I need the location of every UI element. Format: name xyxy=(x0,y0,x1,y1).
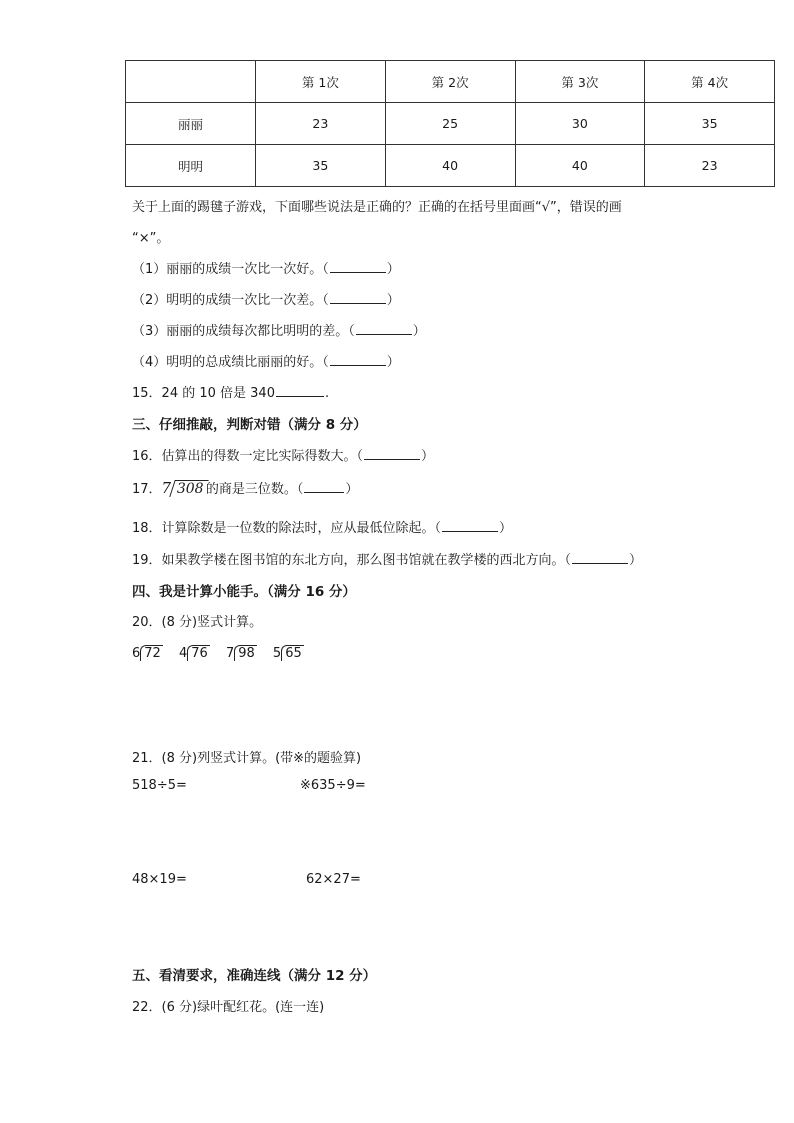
statement-3 xyxy=(132,320,426,339)
q17-text: 的商是三位数。（ xyxy=(205,482,304,497)
q18-text: 18．计算除数是一位数的除法时，应从最低位除起。（ xyxy=(132,521,442,536)
answer-blank[interactable] xyxy=(572,551,628,564)
statement-close: ） xyxy=(386,355,400,370)
q17-close: ） xyxy=(345,482,359,497)
table-cell: 23 xyxy=(645,145,775,187)
question-intro-line1: 关于上面的踢毽子游戏，下面哪些说法是正确的？正确的在括号里面画“√”，错误的画 xyxy=(132,200,622,215)
statement-1 xyxy=(132,258,400,277)
long-division-dividend: 98 xyxy=(234,645,257,661)
answer-blank[interactable] xyxy=(330,353,386,366)
answer-blank[interactable] xyxy=(304,480,344,493)
long-division-4 xyxy=(273,645,304,661)
q16-text: 16．估算出的得数一定比实际得数大。（ xyxy=(132,449,364,464)
question-20-title: 20．(8 分)竖式计算。 xyxy=(132,615,263,630)
answer-blank[interactable] xyxy=(356,322,412,335)
table-header-cell xyxy=(126,61,256,103)
long-division-divisor: 7 xyxy=(225,646,235,661)
table-cell: 25 xyxy=(385,103,515,145)
long-division-dividend: 65 xyxy=(281,645,304,661)
statement-4 xyxy=(132,351,400,370)
long-division-dividend: 76 xyxy=(187,645,210,661)
table-cell: 23 xyxy=(256,103,386,145)
calc-problem-c: 48×19= xyxy=(132,872,187,887)
long-division-divisor: 4 xyxy=(178,646,188,661)
q16-close: ） xyxy=(421,449,435,464)
table-cell: 35 xyxy=(645,103,775,145)
q17-number: 17． xyxy=(132,482,162,497)
q17-dividend: 308 xyxy=(176,481,204,497)
answer-blank[interactable] xyxy=(442,519,498,532)
answer-blank[interactable] xyxy=(330,260,386,273)
table-header-cell: 第 1次 xyxy=(256,61,386,103)
question-intro-line2: “×”。 xyxy=(132,231,170,246)
question-22-title: 22．(6 分)绿叶配红花。(连一连) xyxy=(132,1000,325,1015)
long-division-dividend: 72 xyxy=(140,645,163,661)
q15-text: 15．24 的 10 倍是 340 xyxy=(132,386,275,401)
table-cell: 40 xyxy=(385,145,515,187)
long-division-row xyxy=(132,645,316,661)
statement-text: （2）明明的成绩一次比一次差。（ xyxy=(132,293,329,308)
q17-dividend-box xyxy=(169,480,208,497)
long-division-3 xyxy=(226,645,257,661)
statement-text: （4）明明的总成绩比丽丽的好。（ xyxy=(132,355,329,370)
statement-2 xyxy=(132,289,400,308)
section-4-heading: 四、我是计算小能手。（满分 16 分） xyxy=(132,584,356,600)
q19-text: 19．如果教学楼在图书馆的东北方向，那么图书馆就在教学楼的西北方向。（ xyxy=(132,553,572,568)
statement-text: （3）丽丽的成绩每次都比明明的差。（ xyxy=(132,324,355,339)
table-row xyxy=(126,103,775,145)
table-cell: 35 xyxy=(256,145,386,187)
table-cell: 40 xyxy=(515,145,645,187)
score-table xyxy=(125,60,775,187)
answer-blank[interactable] xyxy=(364,447,420,460)
calc-problem-b: ※635÷9= xyxy=(300,778,366,793)
question-21-title: 21．(8 分)列竖式计算。(带※的题验算) xyxy=(132,751,362,766)
question-15 xyxy=(132,382,329,401)
statement-close: ） xyxy=(412,324,426,339)
statement-text: （1）丽丽的成绩一次比一次好。（ xyxy=(132,262,329,277)
table-row-name: 丽丽 xyxy=(126,103,256,145)
calc-problem-d: 62×27= xyxy=(306,872,361,887)
table-cell: 30 xyxy=(515,103,645,145)
q17-division-expression xyxy=(162,479,206,497)
q15-end: . xyxy=(324,386,330,401)
table-header-cell: 第 4次 xyxy=(645,61,775,103)
question-19 xyxy=(132,549,642,568)
table-row-name: 明明 xyxy=(126,145,256,187)
calc-problem-a: 518÷5= xyxy=(132,778,187,793)
question-18 xyxy=(132,517,512,536)
long-division-1 xyxy=(132,645,163,661)
table-header-row xyxy=(126,61,775,103)
long-division-2 xyxy=(179,645,210,661)
answer-blank[interactable] xyxy=(330,291,386,304)
long-division-divisor: 5 xyxy=(272,646,282,661)
q17-divisor: 7 xyxy=(161,479,172,497)
table-header-cell: 第 2次 xyxy=(385,61,515,103)
q18-close: ） xyxy=(499,521,513,536)
statement-close: ） xyxy=(386,262,400,277)
section-5-heading: 五、看清要求，准确连线（满分 12 分） xyxy=(132,968,377,984)
statement-close: ） xyxy=(386,293,400,308)
question-17 xyxy=(132,478,358,497)
answer-blank[interactable] xyxy=(276,384,324,397)
q19-close: ） xyxy=(629,553,643,568)
section-3-heading: 三、仔细推敲，判断对错（满分 8 分） xyxy=(132,417,367,433)
question-16 xyxy=(132,445,434,464)
table-header-cell: 第 3次 xyxy=(515,61,645,103)
table-row xyxy=(126,145,775,187)
long-division-divisor: 6 xyxy=(132,646,141,661)
